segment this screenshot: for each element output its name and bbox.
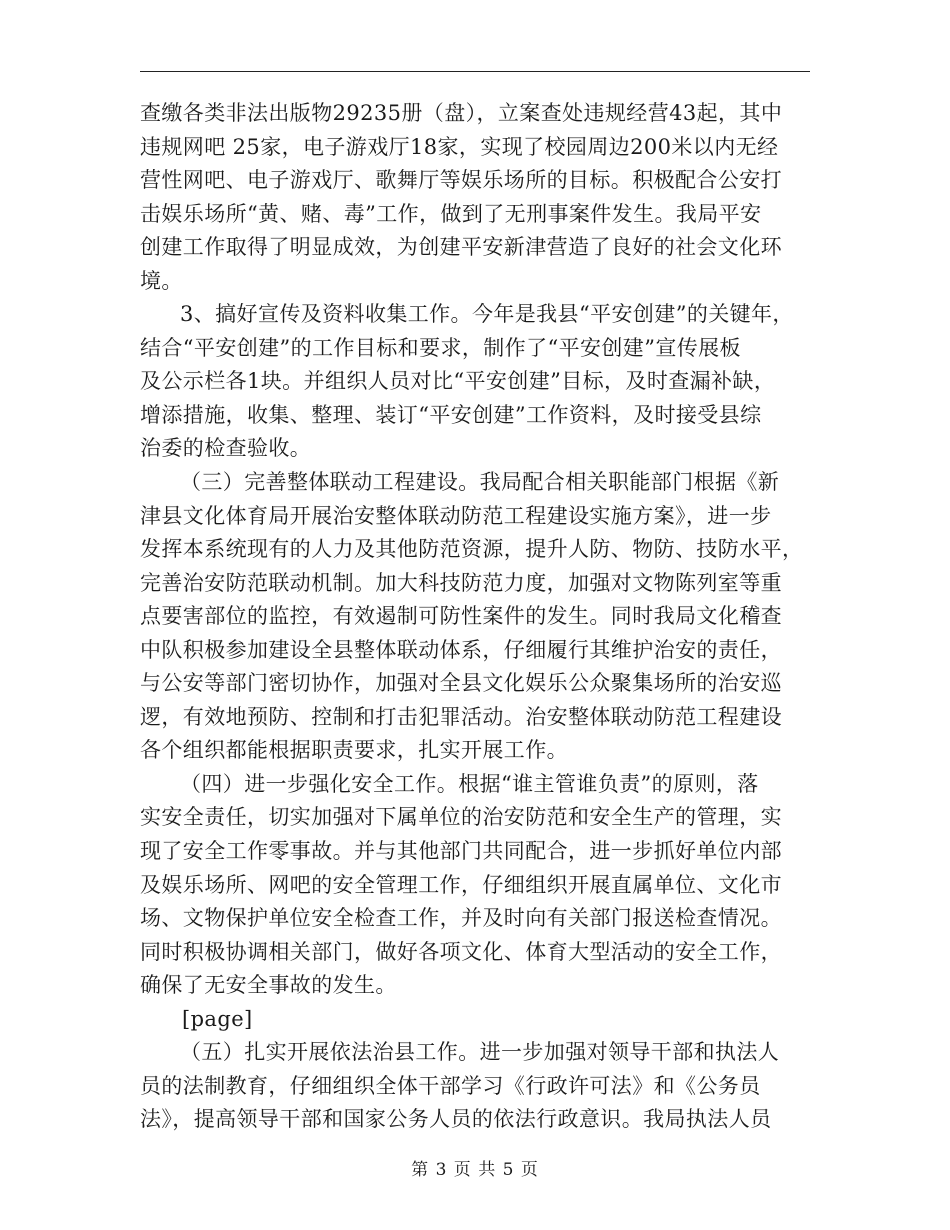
body-line: 结合“平安创建”的工作目标和要求，制作了“平安创建”宣传展板	[140, 335, 741, 360]
body-line: 中队积极参加建设全县整体联动体系，仔细履行其维护治安的责任，	[140, 637, 782, 662]
body-line: 各个组织都能根据职责要求，扎实开展工作。	[140, 738, 568, 763]
body-line: 逻，有效地预防、控制和打击犯罪活动。治安整体联动防范工程建设	[140, 704, 782, 729]
body-line: 同时积极协调相关部门，做好各项文化、体育大型活动的安全工作，	[140, 939, 782, 964]
body-line: 完善治安防范联动机制。加大科技防范力度，加强对文物陈列室等重	[140, 570, 782, 595]
body-line: 员的法制教育，仔细组织全体干部学习《行政许可法》和《公务员	[140, 1073, 761, 1098]
body-line: 创建工作取得了明显成效，为创建平安新津营造了良好的社会文化环	[140, 235, 782, 260]
body-line: 现了安全工作零事故。并与其他部门共同配合，进一步抓好单位内部	[140, 839, 782, 864]
body-line: 营性网吧、电子游戏厅、歌舞厅等娱乐场所的目标。积极配合公安打	[140, 168, 782, 193]
paragraph-first-line: （三）完善整体联动工程建设。我局配合相关职能部门根据《新	[180, 470, 780, 495]
body-line: 治委的检查验收。	[140, 436, 312, 461]
body-line: 查缴各类非法出版物29235册（盘），立案查处违规经营43起，其中	[140, 101, 783, 125]
body-line: 发挥本系统现有的人力及其他防范资源，提升人防、物防、技防水平，	[140, 537, 804, 562]
body-line: 确保了无安全事故的发生。	[140, 973, 397, 998]
body-line: 违规网吧 25家，电子游戏厅18家，实现了校园周边200米以内无经	[140, 134, 779, 159]
document-body	[140, 97, 830, 1137]
body-line: 及公示栏各1块。并组织人员对比“平安创建”目标，及时查漏补缺，	[140, 369, 776, 394]
body-line: 境。	[140, 268, 183, 293]
body-line: 及娱乐场所、网吧的安全管理工作，仔细组织开展直属单位、文化市	[140, 872, 782, 897]
body-line: 法》，提高领导干部和国家公务人员的依法行政意识。我局执法人员	[140, 1107, 772, 1132]
body-line: 增添措施，收集、整理、装订“平安创建”工作资料，及时接受县综	[140, 402, 762, 427]
body-line: 实安全责任，切实加强对下属单位的治安防范和安全生产的管理，实	[140, 805, 782, 830]
body-line: 击娱乐场所“黄、赌、毒”工作，做到了无刑事案件发生。我局平安	[140, 201, 762, 226]
body-line: 津县文化体育局开展治安整体联动防范工程建设实施方案》，进一步	[140, 503, 772, 528]
page-footer: 第 3 页 共 5 页	[411, 1160, 539, 1180]
paragraph-first-line: （五）扎实开展依法治县工作。进一步加强对领导干部和执法人	[180, 1040, 780, 1065]
paragraph-first-line: 3、搞好宣传及资料收集工作。今年是我县“平安创建”的关键年，	[180, 302, 794, 327]
page-break-marker: [page]	[182, 1006, 253, 1031]
body-line: 与公安等部门密切协作，加强对全县文化娱乐公众聚集场所的治安巡	[140, 671, 782, 696]
header-rule	[140, 71, 810, 72]
body-line: 点要害部位的监控，有效遏制可防性案件的发生。同时我局文化稽查	[140, 604, 782, 629]
paragraph-first-line: （四）进一步强化安全工作。根据“谁主管谁负责”的原则，落	[180, 771, 759, 796]
body-line: 场、文物保护单位安全检查工作，并及时向有关部门报送检查情况。	[140, 906, 782, 931]
